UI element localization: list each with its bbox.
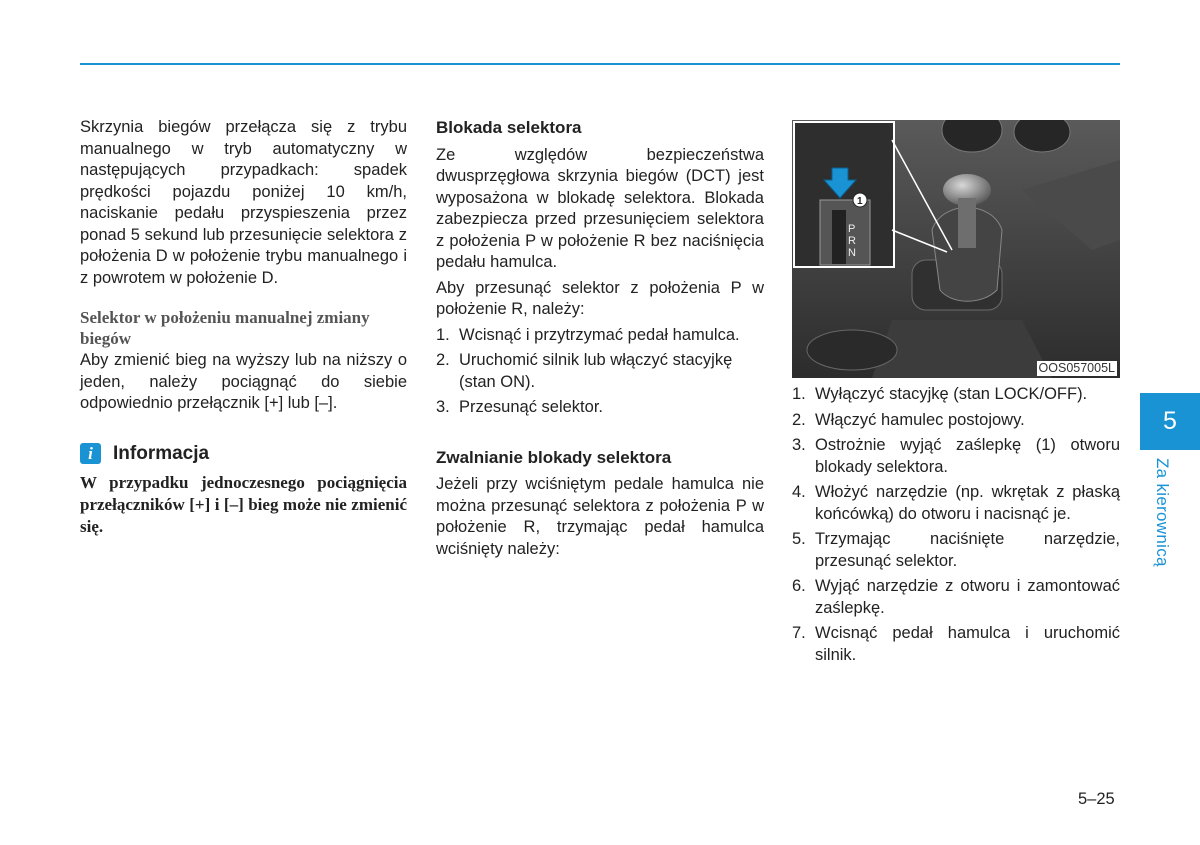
info-title: Informacja [113,442,210,464]
list-item: 4. Włożyć narzędzie (np. wkrętak z płaską końcówką) do otworu i nacisnąć je. [792,483,1120,523]
shifter-illustration [792,120,1120,378]
shift-steps-list [436,325,764,419]
shifter-letter: R [848,235,856,247]
chapter-tab-label: Za kierownicą [1153,458,1172,567]
list-item: 2. Włączyć hamulec postojowy. [792,410,1025,429]
shifter-figure [792,120,1120,378]
paragraph-mode-switch: Skrzynia biegów przełącza się z trybu manualnego w tryb automatyczny w następujących przypadkach: spadek prędkości pojazdu poniżej 10 km/h, naciskanie pedału przyspieszenia przez ponad 5 sekund lub przesunięcie selektora z położenia D w położenie trybu manualnego i z powrotem w położenie D. [80,118,407,287]
column-1 [80,117,407,538]
list-item: 1. Wyłączyć stacyjkę (stan LOCK/OFF). [792,385,1088,403]
header-rule [80,63,1120,65]
paragraph-manual-shift: Aby zmienić bieg na wyższy lub na niższy o jeden, należy pociągnąć do siebie odpowiednio przełącznik [+] lub [–]. [80,351,407,412]
section-heading-shift-lock: Blokada selektora [436,118,582,137]
list-item: 2. Uruchomić silnik lub włączyć stacyjkę (stan ON). [436,351,733,391]
info-heading [80,443,407,465]
info-icon: i [80,443,101,464]
callout-number: 1 [857,196,863,207]
shifter-letter: P [848,223,856,235]
column-2 [436,117,764,560]
section-heading-release-lock: Zwalnianie blokady selektora [436,447,672,467]
release-steps-list [792,384,1120,666]
list-item: 7. Wcisnąć pedał hamulca i uruchomić silnik. [792,624,1120,664]
column-3 [792,120,1120,670]
list-item: 5. Trzymając naciśnięte narzędzie, przesunąć selektor. [792,530,1120,570]
section-heading-manual-mode: Selektor w położeniu manualnej zmiany biegów [80,308,370,348]
chapter-tab-number: 5 [1140,393,1200,450]
paragraph-release-lock: Jeżeli przy wciśniętym pedale hamulca nie można przesunąć selektora z położenia P w położenie R, trzymając pedał hamulca wciśnięty należy: [436,475,764,558]
info-text: W przypadku jednoczesnego pociągnięcia przełączników [+] i [–] bieg może nie zmienić się. [80,473,407,536]
list-item: 3. Ostrożnie wyjąć zaślepkę (1) otworu blokady selektora. [792,436,1120,476]
list-item: 6. Wyjąć narzędzie z otworu i zamontować zaślepkę. [792,577,1120,617]
paragraph-how-to-shift: Aby przesunąć selektor z położenia P w położenie R, należy: [436,278,764,318]
shifter-letter: N [848,247,856,259]
page-number: 5–25 [1078,790,1115,808]
list-item: 3. Przesunąć selektor. [436,398,603,416]
paragraph-shift-lock: Ze względów bezpieczeństwa dwusprzęgłowa skrzynia biegów (DCT) jest wyposażona w blokadę selektora. Blokada zabezpiecza przed przesunięciem selektora z położenia P w położenie R bez naciśnięcia pedału hamulca. [436,145,764,271]
figure-caption: OOS057005L [1038,361,1115,375]
list-item: 1. Wcisnąć i przytrzymać pedał hamulca. [436,325,740,344]
